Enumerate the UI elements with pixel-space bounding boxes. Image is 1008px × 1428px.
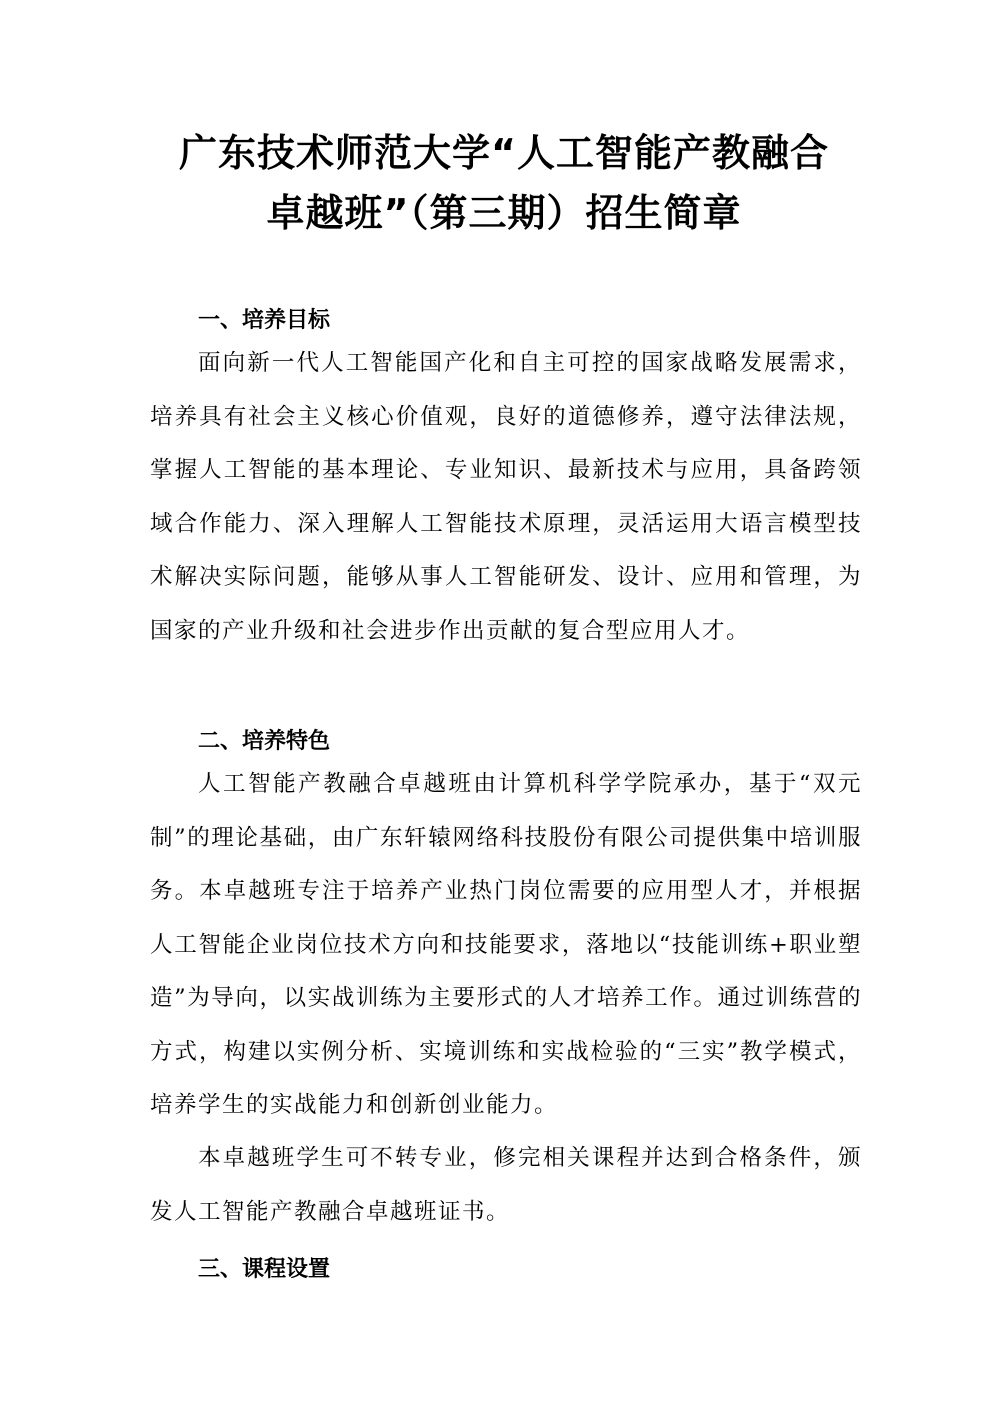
paragraph-training-features: 人工智能产教融合卓越班由计算机科学学院承办，基于“双元制”的理论基础，由广东轩辕网络科技股份有限公司提供集中培训服务。本卓越班专注于培养产业热门岗位需要的应用型人才，并根据人工智能企业岗位技术方向和技能要求，落地以“技能训练+职业塑造”为导向，以实战训练为主要形式的人才培养工作。通过训练营的方式，构建以实例分析、实境训练和实战检验的“三实”教学模式，培养学生的实战能力和创新创业能力。 xyxy=(150,771,862,1118)
paragraph-certificate: 本卓越班学生可不转专业，修完相关课程并达到合格条件，颁发人工智能产教融合卓越班证书。 xyxy=(150,1145,862,1225)
section-heading-curriculum: 三、课程设置 xyxy=(198,1257,331,1282)
section-heading-training-features: 二、培养特色 xyxy=(198,729,331,754)
document-title-line-1: 广东技术师范大学“人工智能产教融合 xyxy=(179,131,829,175)
section-heading-training-goals: 一、培养目标 xyxy=(198,308,331,333)
paragraph-training-goals: 面向新一代人工智能国产化和自主可控的国家战略发展需求，培养具有社会主义核心价值观，良好的道德修养，遵守法律法规，掌握人工智能的基本理论、专业知识、最新技术与应用，具备跨领域合作能力、深入理解人工智能技术原理，灵活运用大语言模型技术解决实际问题，能够从事人工智能研发、设计、应用和管理，为国家的产业升级和社会进步作出贡献的复合型应用人才。 xyxy=(150,350,862,644)
document-title-line-2: 卓越班”（第三期）招生简章 xyxy=(266,191,742,235)
